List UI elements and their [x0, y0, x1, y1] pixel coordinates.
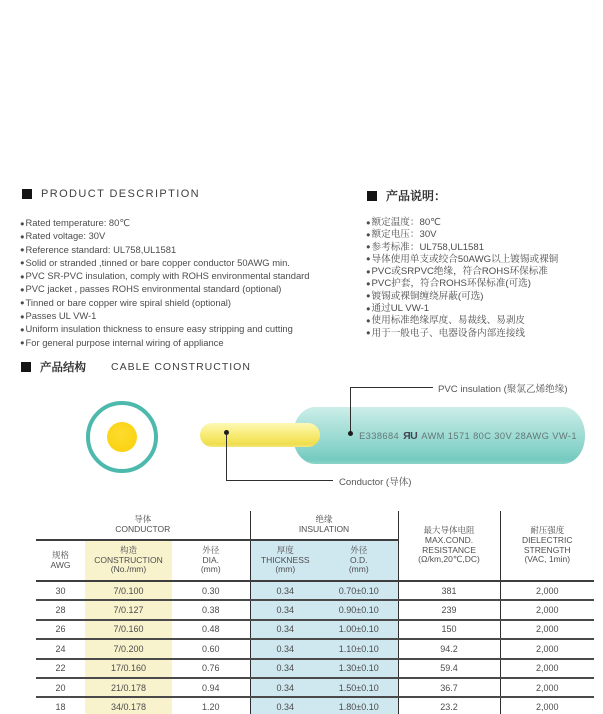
col-resistance-en2: RESISTANCE [422, 544, 476, 555]
table-cell: 7/0.127 [85, 600, 172, 619]
description-list-item: ● Rated temperature: 80℃ [20, 217, 365, 230]
table-cell: 1.80±0.10 [320, 697, 398, 714]
column-header-awg [36, 540, 85, 581]
table-cell: 0.34 [250, 639, 320, 658]
description-list-item: ● Passes UL VW-1 [20, 310, 365, 323]
table-cell: 18 [55, 702, 66, 713]
table-cell: 0.34 [250, 581, 320, 600]
table-cell: 0.34 [250, 600, 320, 619]
table-cell: 34/0.178 [85, 697, 172, 714]
table-row [36, 620, 594, 639]
group-insulation-en: INSULATION [298, 524, 350, 534]
table-cell: 0.34 [250, 659, 320, 678]
notes-list-item: ● 镀锡或裸铜缠绕屏蔽(可选) [366, 291, 598, 303]
col-thickness-en: THICKNESS [260, 554, 310, 565]
product-notes-title: 产品说明： [386, 189, 447, 203]
table-cell: 94.2 [398, 639, 500, 658]
table-cell: 150 [398, 620, 500, 639]
description-list-item: ● Uniform insulation thickness to ensure easy stripping and cutting [20, 323, 365, 336]
table-cell: 7/0.200 [85, 639, 172, 658]
construction-title-zh: 产品结构 [40, 362, 86, 374]
col-od-zh: 外径 [350, 544, 368, 555]
marking-spec-text: AWM 1571 80C 30V 28AWG VW-1 [421, 430, 577, 441]
table-cell: 2,000 [500, 581, 594, 600]
table-cell: 28 [36, 600, 85, 619]
col-dia-unit: (mm) [200, 564, 221, 575]
table-cell: 1.10±0.10 [320, 639, 398, 658]
table-cell: 0.34 [250, 697, 320, 714]
col-resistance-zh: 最大导体电阻 [423, 524, 475, 535]
table-row [36, 600, 594, 619]
table-cell: 17/0.160 [85, 659, 172, 678]
col-resistance-unit: (Ω/km,20℃,DC) [418, 554, 480, 565]
table-cell: 1.20 [201, 702, 220, 713]
col-awg-zh: 规格 [51, 549, 69, 560]
table-cell: 0.38 [172, 600, 250, 619]
table-cell: 24 [36, 639, 85, 658]
col-dia-zh: 外径 [202, 544, 220, 555]
table-cell: 239 [398, 600, 500, 619]
group-conductor-en: CONDUCTOR [115, 524, 171, 534]
insulation-callout-hline [350, 387, 433, 388]
column-header-dielectric [500, 511, 594, 581]
section-marker-icon [21, 362, 31, 372]
table-cell: 0.30 [172, 581, 250, 600]
table-cell: 7/0.160 [85, 620, 172, 639]
table-row [36, 697, 594, 714]
description-list-item: ● For general purpose internal wiring of appliance [20, 337, 365, 350]
col-awg-en: AWG [50, 559, 71, 570]
table-cell: 2,000 [500, 620, 594, 639]
notes-list-item: ● 额定温度：80℃ [366, 217, 598, 229]
col-construction-zh: 构造 [119, 544, 137, 555]
table-row [36, 659, 594, 678]
table-cell: 30 [36, 581, 85, 600]
product-description-list [20, 217, 365, 350]
group-header-insulation [250, 511, 398, 540]
spec-table [36, 511, 594, 714]
column-header-thickness [250, 540, 320, 581]
cable-conductor-rod [200, 423, 320, 447]
group-header-conductor [36, 511, 250, 540]
col-dielectric-zh: 耐压强度 [530, 524, 565, 535]
col-dielectric-en1: DIELECTRIC [521, 534, 573, 545]
notes-list-item: ● 使用标准绝缘厚度、易裁线、易剥皮 [366, 315, 598, 327]
table-row [36, 678, 594, 697]
table-cell: 36.7 [398, 678, 500, 697]
table-cell: 20 [36, 678, 85, 697]
column-header-od [320, 540, 398, 581]
cable-print-marking [348, 407, 588, 464]
table-cell: 26 [36, 620, 85, 639]
col-od-unit: (mm) [348, 564, 369, 575]
table-row [36, 581, 594, 600]
product-description-heading [22, 188, 200, 200]
description-list-item: ● PVC SR-PVC insulation, comply with ROHS environmental standard [20, 270, 365, 283]
marking-e-number: E338684 [359, 430, 400, 441]
table-cell: 2,000 [500, 600, 594, 619]
table-row [36, 639, 594, 658]
product-notes-list [366, 217, 598, 340]
col-od-en: O.D. [350, 554, 368, 565]
table-cell: 23.2 [398, 697, 500, 714]
conductor-core-dot [107, 422, 137, 452]
ul-recognized-mark-icon: ЯU [403, 429, 418, 442]
table-cell: 0.94 [172, 678, 250, 697]
table-cell: 1.00±0.10 [320, 620, 398, 639]
column-header-construction [85, 540, 172, 581]
table-cell: 0.90±0.10 [320, 600, 398, 619]
notes-list-item: ● 导体使用单支或绞合50AWG以上镀锡或裸铜 [366, 254, 598, 266]
group-conductor-zh: 导体 [134, 514, 152, 525]
insulation-label: PVC insulation (聚氯乙烯绝缘) [438, 384, 568, 395]
conductor-callout-hline [226, 480, 333, 481]
notes-list-item: ● PVC或SRPVC绝缘，符合ROHS环保标准 [366, 266, 598, 278]
description-list-item: ● Reference standard: UL758,UL1581 [20, 244, 365, 257]
cable-construction-heading [21, 359, 251, 375]
product-notes-heading [367, 187, 446, 204]
column-header-dia [172, 540, 250, 581]
table-cell: 2,000 [500, 697, 594, 714]
section-marker-icon [22, 189, 32, 199]
col-thickness-zh: 厚度 [276, 544, 294, 555]
notes-list-item: ● 通过UL VW-1 [366, 303, 598, 315]
notes-list-item: ● 用于一般电子、电器设备内部连接线 [366, 328, 598, 340]
col-dia-en: DIA. [202, 554, 220, 565]
notes-list-item: ● PVC护套，符合ROHS环保标准(可选) [366, 278, 598, 290]
table-cell: 59.4 [398, 659, 500, 678]
conductor-callout-dot [224, 430, 229, 435]
table-cell: 2,000 [500, 639, 594, 658]
table-cell: 0.76 [172, 659, 250, 678]
insulation-callout-vline [350, 387, 351, 433]
description-list-item: ● Tinned or bare copper wire spiral shield (optional) [20, 297, 365, 310]
table-cell: 2,000 [500, 678, 594, 697]
group-insulation-zh: 绝缘 [315, 514, 333, 525]
conductor-label: Conductor (导体) [339, 477, 412, 488]
table-cell: 0.34 [250, 620, 320, 639]
section-marker-icon [367, 191, 377, 201]
col-construction-unit: (No./mm) [110, 564, 147, 575]
col-dielectric-unit: (VAC, 1min) [524, 554, 571, 565]
column-header-resistance [398, 511, 500, 581]
col-construction-en: CONSTRUCTION [94, 554, 163, 565]
notes-list-item: ● 参考标准：UL758,UL1581 [366, 242, 598, 254]
description-list-item: ● Solid or stranded ,tinned or bare copper conductor 50AWG min. [20, 257, 365, 270]
notes-list-item: ● 额定电压：30V [366, 229, 598, 241]
table-cell: 381 [398, 581, 500, 600]
product-description-title: PRODUCT DESCRIPTION [41, 188, 201, 200]
description-list-item: ● Rated voltage: 30V [20, 230, 365, 243]
table-cell: 22 [36, 659, 85, 678]
table-cell: 0.34 [250, 678, 320, 697]
construction-title-en: CABLE CONSTRUCTION [111, 361, 251, 373]
col-resistance-en1: MAX.COND. [424, 534, 474, 545]
table-cell: 21/0.178 [85, 678, 172, 697]
insulation-callout-dot [348, 431, 353, 436]
description-list-item: ● PVC jacket , passes ROHS environmental standard (optional) [20, 283, 365, 296]
col-thickness-unit: (mm) [275, 564, 296, 575]
table-cell: 0.60 [172, 639, 250, 658]
table-cell: 2,000 [500, 659, 594, 678]
col-dielectric-en2: STRENGTH [523, 544, 571, 555]
conductor-callout-vline [226, 434, 227, 481]
cable-cross-section [86, 401, 158, 473]
table-cell: 7/0.100 [85, 581, 172, 600]
table-cell: 1.30±0.10 [320, 659, 398, 678]
table-cell: 0.48 [172, 620, 250, 639]
table-cell: 1.50±0.10 [320, 678, 398, 697]
table-cell: 0.70±0.10 [320, 581, 398, 600]
